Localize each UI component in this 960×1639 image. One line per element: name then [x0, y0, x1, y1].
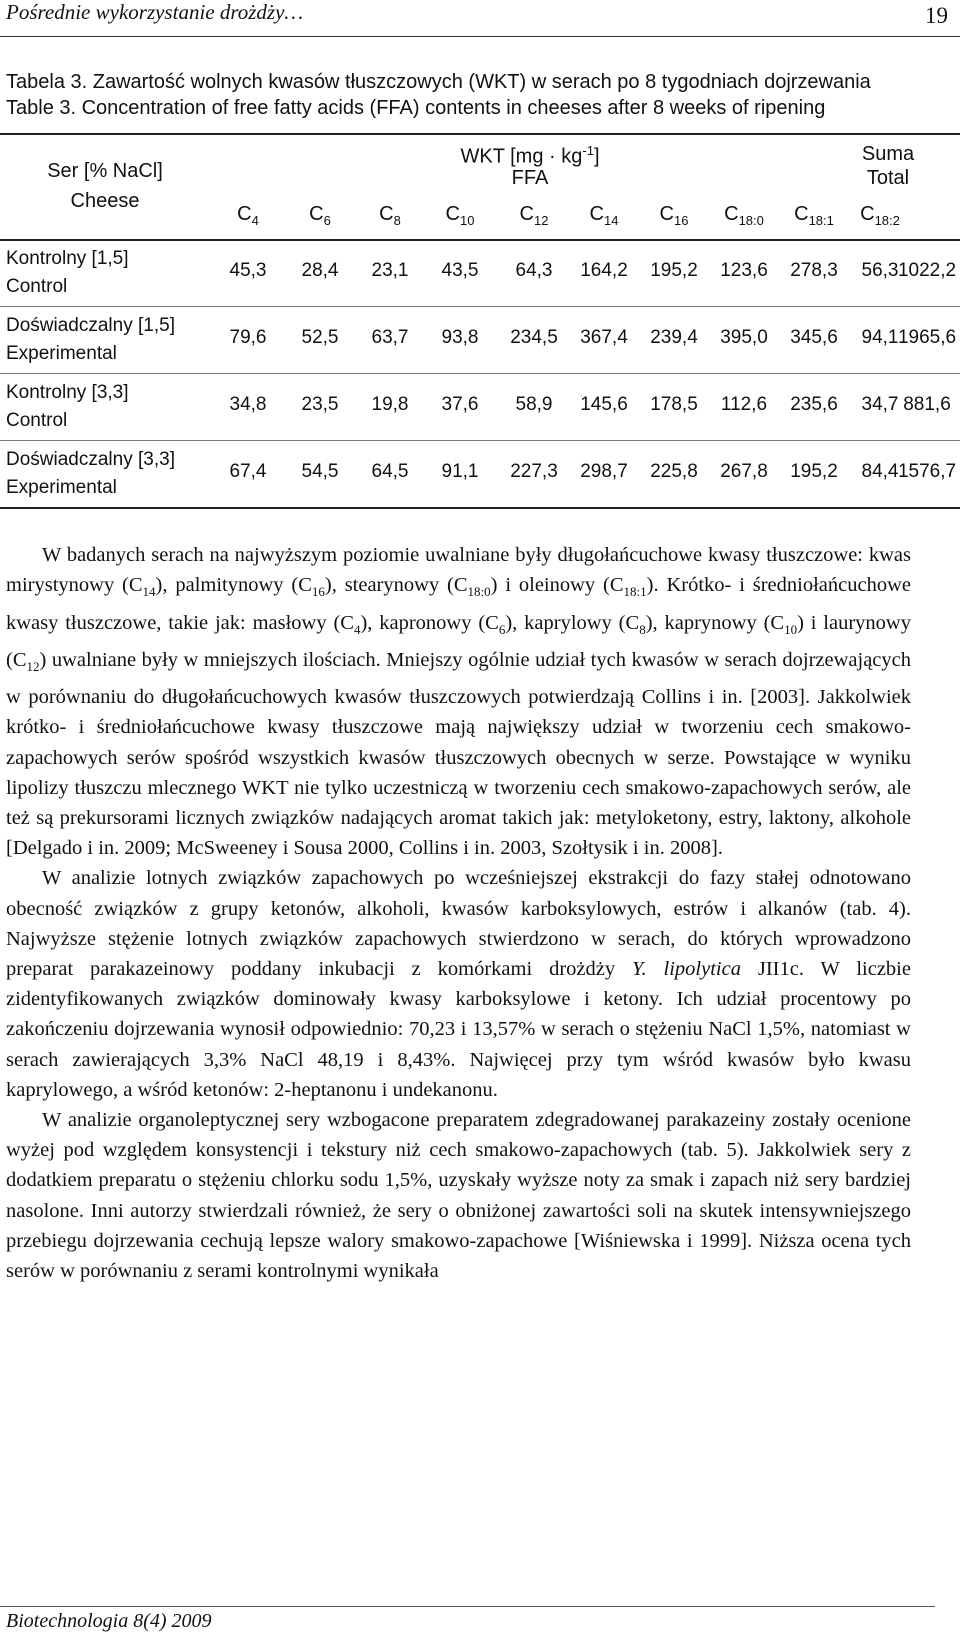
table-cell: 94,1	[861, 327, 899, 348]
table-cell: 239,4	[650, 327, 698, 348]
column-header-c18-1: $C_{18:1}$	[794, 203, 834, 228]
table-cell: 395,0	[720, 327, 768, 348]
row-divider	[0, 306, 960, 307]
table-cell: 178,5	[650, 394, 698, 415]
column-header-c14: $C_{14}$	[589, 203, 619, 228]
table-cell: 34,8	[229, 394, 267, 415]
table-cell: 235,6	[790, 394, 838, 415]
table-cell: 79,6	[229, 327, 267, 348]
row-label-pl: Kontrolny [3,3]	[6, 382, 129, 403]
table-cell: 93,8	[441, 327, 479, 348]
header-bottom-rule	[0, 239, 960, 241]
table-cell: 67,4	[229, 461, 267, 482]
table-cell: 54,5	[301, 461, 339, 482]
running-title: Pośrednie wykorzystanie drożdży…	[6, 0, 304, 24]
column-header-c10: $C_{10}$	[445, 203, 475, 228]
table-cell: 145,6	[580, 394, 628, 415]
table-cell: 345,6	[790, 327, 838, 348]
table-bottom-rule	[0, 507, 960, 509]
row-label-en: Experimental	[6, 477, 117, 498]
table-cell: 64,5	[371, 461, 409, 482]
column-header-c12: $C_{12}$	[519, 203, 549, 228]
paragraph-2: W analizie lotnych związków zapachowych po wcześniejszej ekstrakcji do fazy stałej odnotowano obecność związków z grupy ketonów, alkoholi, kwasów karboksylowych, estrów i alkanów (tab. 4). Najwyższe stężenie lotnych związków zapachowych stwierdzono w serach, do których wprowadzono preparat parakazeinowy poddany inkubacji z komórkami drożdży Y. lipolytica JII1c. W liczbie zidentyfikowanych związków dominowały kwasy karboksylowe i ketony. Ich udział procentowy po zakończeniu dojrzewania wynosił odpowiednio: 70,23 i 13,57% w serach o stężeniu NaCl 1,5%, natomiast w serach zawierających 3,3% NaCl 48,19 i 8,43%. Najwięcej przy tym wśród kwasów było kwasu kaprylowego, a wśród ketonów: 2-heptanonu i undekanonu.	[6, 867, 911, 1101]
table-cell: 195,2	[650, 260, 698, 281]
table-cell: 227,3	[510, 461, 558, 482]
table-cell: 56,3	[861, 260, 899, 281]
group-header-pl: WKT $[mg \cdot kg^{-1}]$	[460, 143, 600, 168]
row-label-en: Experimental	[6, 343, 117, 364]
table-cell: 123,6	[720, 260, 768, 281]
table-cell-total: 881,6	[903, 394, 951, 415]
table-cell: 84,4	[861, 461, 899, 482]
table-cell: 164,2	[580, 260, 628, 281]
table-cell: 91,1	[441, 461, 479, 482]
table-cell-total: 1576,7	[897, 461, 957, 482]
table-cell: 234,5	[510, 327, 558, 348]
table-cell: 28,4	[301, 260, 339, 281]
column-header-c18-2: $C_{18:2}$	[860, 203, 900, 228]
row-label-pl: Kontrolny [1,5]	[6, 248, 129, 269]
table-cell: 34,7	[861, 394, 899, 415]
table-cell-total: 1022,2	[897, 260, 957, 281]
total-header-pl: Suma	[861, 143, 915, 165]
page-number: 19	[925, 3, 948, 28]
total-header-en: Total	[866, 167, 910, 189]
table-cell: 267,8	[720, 461, 768, 482]
table-cell: 112,6	[720, 394, 768, 415]
table-top-rule	[0, 133, 960, 135]
row-header-pl: Ser [% NaCl]	[47, 160, 163, 182]
row-label-pl: Doświadczalny [3,3]	[6, 449, 175, 470]
table-cell: 367,4	[580, 327, 628, 348]
column-header-c4: $C_4$	[237, 203, 259, 228]
journal-footer: Biotechnologia 8(4) 2009	[6, 1610, 212, 1632]
table-cell: 19,8	[371, 394, 409, 415]
table-caption-en: Table 3. Concentration of free fatty acids (FFA) contents in cheeses after 8 weeks of ripening	[6, 97, 826, 119]
table-cell: 195,2	[790, 461, 838, 482]
row-divider	[0, 440, 960, 441]
table-cell: 298,7	[580, 461, 628, 482]
table-cell: 63,7	[371, 327, 409, 348]
row-label-pl: Doświadczalny [1,5]	[6, 315, 175, 336]
column-header-c16: $C_{16}$	[659, 203, 689, 228]
column-header-c18-0: $C_{18:0}$	[724, 203, 764, 228]
row-label-en: Control	[6, 276, 68, 297]
table-cell: 64,3	[515, 260, 553, 281]
row-label-en: Control	[6, 410, 68, 431]
table-cell: 43,5	[441, 260, 479, 281]
table-cell-total: 1965,6	[897, 327, 957, 348]
species-name: Y. lipolytica	[631, 957, 741, 980]
paragraph-1: W badanych serach na najwyższym poziomie uwalniane były długołańcuchowe kwasy tłuszczowe: kwas mirystynowy $(C_{14})$, palmitynowy $(C_{16})$, stearynowy $(C_{18:0})$ i oleinowy $(C_{18:1})$. Krótko- i średniołańcuchowe kwasy tłuszczowe, takie jak: masłowy $(C_4)$, kapronowy $(C_6)$, kaprylowy $(C_8)$, kaprynowy $(C_{10})$ i laurynowy $(C_{12})$ uwalniane były w mniejszych ilościach. Mniejszy ogólnie udział tych kwasów w serach dojrzewających w porównaniu do długołańcuchowych kwasów tłuszczowych potwierdzają Collins i in. [2003]. Jakkolwiek krótko- i średniołańcuchowe kwasy tłuszczowe mają największy udział w tworzeniu cech smakowo-zapachowych serów spośród wszystkich kwasów tłuszczowych obecnych w serze. Powstające w wyniku lipolizy tłuszczu mlecznego WKT nie tylko uczestniczą w tworzeniu cech smakowo-zapachowych serów, ale też są prekursorami licznych związków nadających aromat takich jak: metyloketony, estry, laktony, alkohole [Delgado i in. 2009; McSweeney i Sousa 2000, Collins i in. 2003, Szołtysik i in. 2008].	[6, 544, 911, 860]
group-header-en: FFA	[511, 167, 549, 189]
table-cell: 45,3	[229, 260, 267, 281]
table-cell: 225,8	[650, 461, 698, 482]
column-header-c8: $C_8$	[379, 203, 401, 228]
table-cell: 58,9	[515, 394, 553, 415]
header-divider	[0, 36, 960, 37]
table-cell: 52,5	[301, 327, 339, 348]
row-header-en: Cheese	[70, 190, 140, 212]
table-cell: 23,5	[301, 394, 339, 415]
body-text	[6, 540, 911, 1286]
footer-divider	[0, 1606, 935, 1607]
table-cell: 278,3	[790, 260, 838, 281]
table-cell: 23,1	[371, 260, 409, 281]
table-caption-pl: Tabela 3. Zawartość wolnych kwasów tłuszczowych (WKT) w serach po 8 tygodniach dojrzewania	[6, 71, 871, 93]
row-divider	[0, 373, 960, 374]
column-header-c6: $C_6$	[309, 203, 331, 228]
table-cell: 37,6	[441, 394, 479, 415]
paragraph-3: W analizie organoleptycznej sery wzbogacone preparatem zdegradowanej parakazeiny zostały ocenione wyżej pod względem konsystencji i tekstury niż cech smakowo-zapachowych (tab. 5). Jakkolwiek sery z dodatkiem preparatu o stężeniu chlorku sodu 1,5%, uzyskały wyższe noty za smak i zapach niż sery bardziej nasolone. Inni autorzy stwierdzali również, że sery o obniżonej zawartości soli na skutek intensywniejszego przebiegu dojrzewania cechują lepsze walory smakowo-zapachowe [Wiśniewska i 1999]. Niższa ocena tych serów w porównaniu z serami kontrolnymi wynikała	[6, 1108, 911, 1282]
